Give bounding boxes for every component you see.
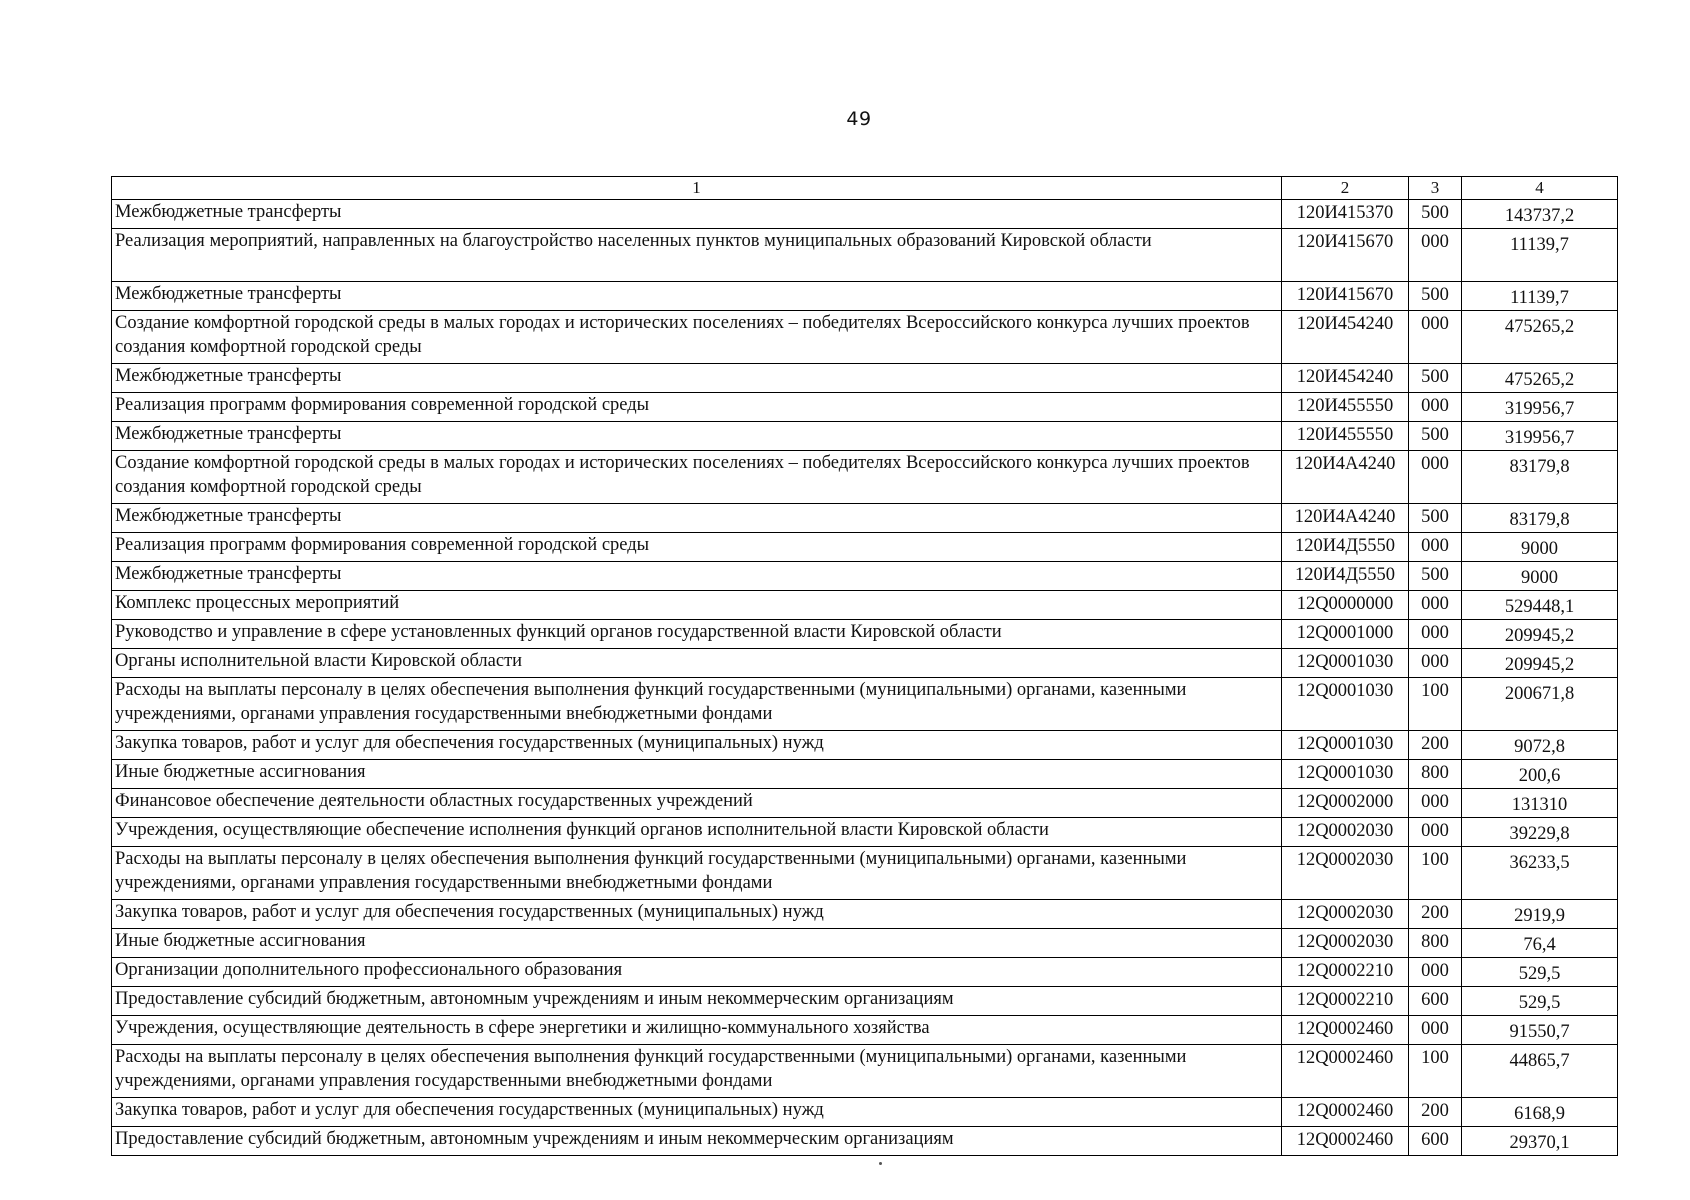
- table-row: [112, 451, 1618, 504]
- table-row: [112, 1016, 1618, 1045]
- row-code-cell: 12Q0002460: [1282, 1016, 1409, 1045]
- row-type-cell: 000: [1409, 311, 1462, 364]
- row-name-cell: Межбюджетные трансферты: [112, 364, 1282, 393]
- row-code-cell: 120И454240: [1282, 311, 1409, 364]
- table-row: [112, 678, 1618, 731]
- row-type-cell: 200: [1409, 731, 1462, 760]
- row-sum-cell: 83179,8: [1462, 451, 1618, 504]
- row-type-cell: 600: [1409, 1127, 1462, 1156]
- row-code-cell: 12Q0002210: [1282, 987, 1409, 1016]
- row-sum-cell: 529448,1: [1462, 591, 1618, 620]
- table-row: [112, 364, 1618, 393]
- row-sum-cell: 475265,2: [1462, 311, 1618, 364]
- table-row: [112, 900, 1618, 929]
- row-type-cell: 200: [1409, 900, 1462, 929]
- row-code-cell: 120И4Д5550: [1282, 562, 1409, 591]
- row-code-cell: 12Q0002460: [1282, 1127, 1409, 1156]
- row-code-cell: 12Q0001000: [1282, 620, 1409, 649]
- row-type-cell: 500: [1409, 562, 1462, 591]
- row-name-cell: Расходы на выплаты персоналу в целях обеспечения выполнения функций государственными (муниципальными) органами, казенными учреждениями, органами управления государственными внебюджетными фондами: [112, 847, 1282, 900]
- row-name-cell: Реализация мероприятий, направленных на благоустройство населенных пунктов муниципальных образований Кировской области: [112, 229, 1282, 282]
- row-code-cell: 12Q0002030: [1282, 900, 1409, 929]
- table-row: [112, 591, 1618, 620]
- row-code-cell: 120И455550: [1282, 422, 1409, 451]
- row-type-cell: 100: [1409, 678, 1462, 731]
- table-row: [112, 200, 1618, 229]
- row-code-cell: 120И4А4240: [1282, 451, 1409, 504]
- table-row: [112, 929, 1618, 958]
- row-sum-cell: 9000: [1462, 562, 1618, 591]
- scan-artifact-dot: [879, 1162, 882, 1165]
- row-name-cell: Реализация программ формирования современной городской среды: [112, 533, 1282, 562]
- row-name-cell: Реализация программ формирования современной городской среды: [112, 393, 1282, 422]
- row-name-cell: Учреждения, осуществляющие обеспечение исполнения функций органов исполнительной власти Кировской области: [112, 818, 1282, 847]
- row-name-cell: Межбюджетные трансферты: [112, 504, 1282, 533]
- table-row: [112, 818, 1618, 847]
- row-type-cell: 000: [1409, 229, 1462, 282]
- row-name-cell: Закупка товаров, работ и услуг для обеспечения государственных (муниципальных) нужд: [112, 900, 1282, 929]
- row-name-cell: Закупка товаров, работ и услуг для обеспечения государственных (муниципальных) нужд: [112, 731, 1282, 760]
- row-code-cell: 120И454240: [1282, 364, 1409, 393]
- column-header-code: 2: [1282, 177, 1409, 200]
- row-name-cell: Органы исполнительной власти Кировской области: [112, 649, 1282, 678]
- row-code-cell: 12Q0001030: [1282, 678, 1409, 731]
- row-code-cell: 12Q0001030: [1282, 649, 1409, 678]
- row-code-cell: 12Q0002210: [1282, 958, 1409, 987]
- row-name-cell: Предоставление субсидий бюджетным, автономным учреждениям и иным некоммерческим организациям: [112, 987, 1282, 1016]
- row-sum-cell: 319956,7: [1462, 422, 1618, 451]
- row-sum-cell: 11139,7: [1462, 229, 1618, 282]
- row-type-cell: 000: [1409, 1016, 1462, 1045]
- row-sum-cell: 529,5: [1462, 958, 1618, 987]
- row-sum-cell: 209945,2: [1462, 620, 1618, 649]
- row-type-cell: 000: [1409, 393, 1462, 422]
- row-sum-cell: 29370,1: [1462, 1127, 1618, 1156]
- row-type-cell: 500: [1409, 504, 1462, 533]
- row-name-cell: Учреждения, осуществляющие деятельность в сфере энергетики и жилищно-коммунального хозяйства: [112, 1016, 1282, 1045]
- row-code-cell: 12Q0002000: [1282, 789, 1409, 818]
- page-number: 49: [846, 108, 872, 130]
- row-sum-cell: 475265,2: [1462, 364, 1618, 393]
- row-type-cell: 600: [1409, 987, 1462, 1016]
- row-type-cell: 000: [1409, 591, 1462, 620]
- row-sum-cell: 76,4: [1462, 929, 1618, 958]
- row-sum-cell: 143737,2: [1462, 200, 1618, 229]
- table-row: [112, 229, 1618, 282]
- budget-table: [111, 176, 1618, 1156]
- row-code-cell: 12Q0002030: [1282, 929, 1409, 958]
- row-name-cell: Расходы на выплаты персоналу в целях обеспечения выполнения функций государственными (муниципальными) органами, казенными учреждениями, органами управления государственными внебюджетными фондами: [112, 1045, 1282, 1098]
- row-name-cell: Предоставление субсидий бюджетным, автономным учреждениям и иным некоммерческим организациям: [112, 1127, 1282, 1156]
- table-row: [112, 282, 1618, 311]
- row-type-cell: 500: [1409, 364, 1462, 393]
- row-type-cell: 000: [1409, 620, 1462, 649]
- row-name-cell: Расходы на выплаты персоналу в целях обеспечения выполнения функций государственными (муниципальными) органами, казенными учреждениями, органами управления государственными внебюджетными фондами: [112, 678, 1282, 731]
- row-name-cell: Создание комфортной городской среды в малых городах и исторических поселениях – победителях Всероссийского конкурса лучших проектов создания комфортной городской среды: [112, 311, 1282, 364]
- row-name-cell: Иные бюджетные ассигнования: [112, 929, 1282, 958]
- row-code-cell: 120И4А4240: [1282, 504, 1409, 533]
- row-type-cell: 000: [1409, 958, 1462, 987]
- row-code-cell: 12Q0001030: [1282, 760, 1409, 789]
- row-sum-cell: 11139,7: [1462, 282, 1618, 311]
- table-row: [112, 649, 1618, 678]
- table-header-row: [112, 177, 1618, 200]
- row-type-cell: 500: [1409, 422, 1462, 451]
- row-name-cell: Межбюджетные трансферты: [112, 200, 1282, 229]
- row-sum-cell: 9000: [1462, 533, 1618, 562]
- row-type-cell: 000: [1409, 789, 1462, 818]
- row-type-cell: 000: [1409, 451, 1462, 504]
- row-sum-cell: 83179,8: [1462, 504, 1618, 533]
- row-sum-cell: 44865,7: [1462, 1045, 1618, 1098]
- row-type-cell: 500: [1409, 200, 1462, 229]
- row-code-cell: 12Q0002030: [1282, 847, 1409, 900]
- row-name-cell: Создание комфортной городской среды в малых городах и исторических поселениях – победителях Всероссийского конкурса лучших проектов создания комфортной городской среды: [112, 451, 1282, 504]
- row-type-cell: 000: [1409, 649, 1462, 678]
- table-row: [112, 311, 1618, 364]
- table-row: [112, 1098, 1618, 1127]
- row-sum-cell: 529,5: [1462, 987, 1618, 1016]
- table-row: [112, 533, 1618, 562]
- table-row: [112, 620, 1618, 649]
- row-code-cell: 120И455550: [1282, 393, 1409, 422]
- table-row: [112, 504, 1618, 533]
- row-type-cell: 800: [1409, 760, 1462, 789]
- row-name-cell: Межбюджетные трансферты: [112, 282, 1282, 311]
- row-code-cell: 12Q0002030: [1282, 818, 1409, 847]
- row-name-cell: Организации дополнительного профессионального образования: [112, 958, 1282, 987]
- row-type-cell: 500: [1409, 282, 1462, 311]
- row-sum-cell: 200671,8: [1462, 678, 1618, 731]
- row-type-cell: 000: [1409, 818, 1462, 847]
- row-type-cell: 800: [1409, 929, 1462, 958]
- table-row: [112, 987, 1618, 1016]
- row-type-cell: 000: [1409, 533, 1462, 562]
- table-row: [112, 422, 1618, 451]
- table-row: [112, 562, 1618, 591]
- row-code-cell: 120И415670: [1282, 282, 1409, 311]
- column-header-type: 3: [1409, 177, 1462, 200]
- row-type-cell: 200: [1409, 1098, 1462, 1127]
- row-code-cell: 12Q0002460: [1282, 1098, 1409, 1127]
- row-sum-cell: 9072,8: [1462, 731, 1618, 760]
- table-row: [112, 1127, 1618, 1156]
- row-sum-cell: 6168,9: [1462, 1098, 1618, 1127]
- column-header-sum: 4: [1462, 177, 1618, 200]
- row-sum-cell: 2919,9: [1462, 900, 1618, 929]
- row-type-cell: 100: [1409, 847, 1462, 900]
- table-row: [112, 760, 1618, 789]
- row-code-cell: 12Q0002460: [1282, 1045, 1409, 1098]
- row-sum-cell: 200,6: [1462, 760, 1618, 789]
- row-name-cell: Межбюджетные трансферты: [112, 562, 1282, 591]
- table-body: [112, 200, 1618, 1156]
- row-code-cell: 12Q0001030: [1282, 731, 1409, 760]
- table-row: [112, 731, 1618, 760]
- row-sum-cell: 36233,5: [1462, 847, 1618, 900]
- row-type-cell: 100: [1409, 1045, 1462, 1098]
- row-sum-cell: 209945,2: [1462, 649, 1618, 678]
- row-name-cell: Руководство и управление в сфере установленных функций органов государственной власти Кировской области: [112, 620, 1282, 649]
- table-row: [112, 1045, 1618, 1098]
- row-name-cell: Финансовое обеспечение деятельности областных государственных учреждений: [112, 789, 1282, 818]
- row-name-cell: Иные бюджетные ассигнования: [112, 760, 1282, 789]
- row-name-cell: Межбюджетные трансферты: [112, 422, 1282, 451]
- row-name-cell: Комплекс процессных мероприятий: [112, 591, 1282, 620]
- row-sum-cell: 131310: [1462, 789, 1618, 818]
- table-row: [112, 393, 1618, 422]
- table-row: [112, 847, 1618, 900]
- table-row: [112, 789, 1618, 818]
- row-sum-cell: 91550,7: [1462, 1016, 1618, 1045]
- table-row: [112, 958, 1618, 987]
- row-code-cell: 120И4Д5550: [1282, 533, 1409, 562]
- row-code-cell: 12Q0000000: [1282, 591, 1409, 620]
- row-code-cell: 120И415370: [1282, 200, 1409, 229]
- row-name-cell: Закупка товаров, работ и услуг для обеспечения государственных (муниципальных) нужд: [112, 1098, 1282, 1127]
- column-header-name: 1: [112, 177, 1282, 200]
- row-sum-cell: 319956,7: [1462, 393, 1618, 422]
- row-sum-cell: 39229,8: [1462, 818, 1618, 847]
- row-code-cell: 120И415670: [1282, 229, 1409, 282]
